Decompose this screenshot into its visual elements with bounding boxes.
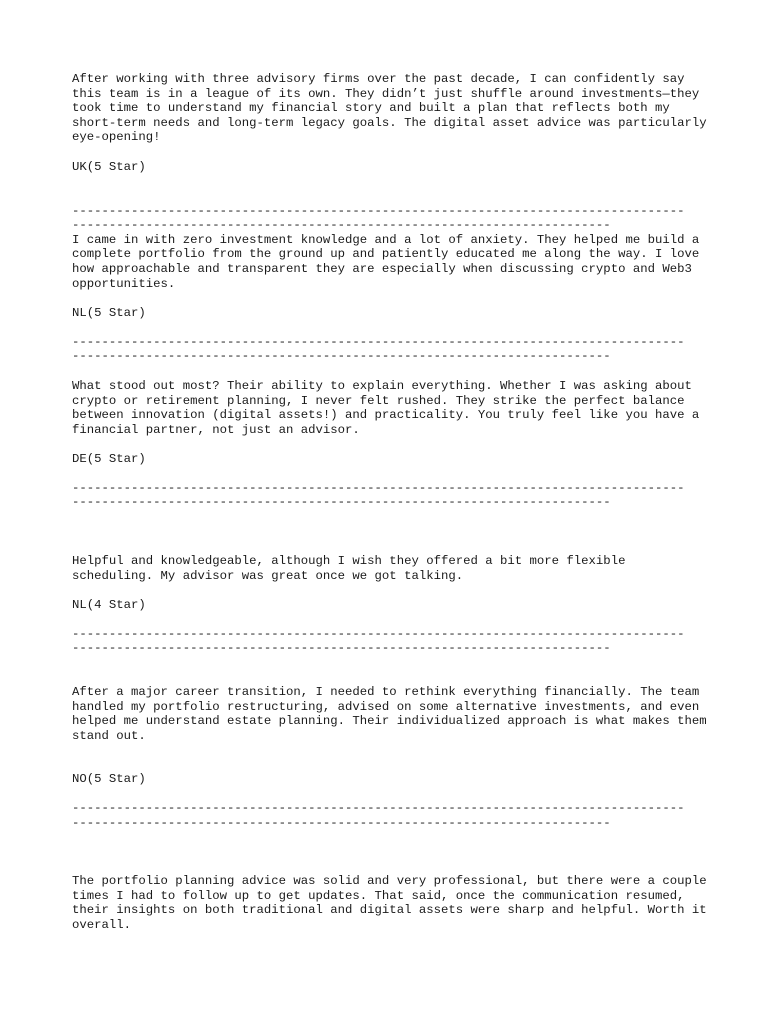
review-3: [72, 379, 712, 467]
review-6: [72, 874, 712, 932]
review-text: After working with three advisory firms over the past decade, I can confidently say this team is in a league of its own. They didn’t just shuffle around investments—they took time to understand my financial story and built a plan that reflects both my short-term needs and long-term legacy goals. The digital asset advice was particularly eye-opening!: [72, 72, 707, 145]
separator: [72, 481, 712, 510]
separator-line: -----------------------------------------------------------------------------------: [72, 334, 685, 349]
review-rating: NO(5 Star): [72, 772, 146, 787]
separator-line: -----------------------------------------------------------------------------------: [72, 626, 685, 641]
review-rating: DE(5 Star): [72, 452, 146, 467]
review-5: [72, 685, 712, 787]
separator: [72, 627, 712, 656]
review-rating: UK(5 Star): [72, 159, 146, 174]
review-document: [72, 72, 712, 933]
review-text: What stood out most? Their ability to explain everything. Whether I was asking about crypto or retirement planning, I never felt rushed. They strike the perfect balance between innovation (digital assets!) and practicality. You truly feel like you have a financial partner, not just an advisor.: [72, 378, 700, 437]
review-text: Helpful and knowledgeable, although I wish they offered a bit more flexible scheduling. My advisor was great once we got talking.: [72, 554, 626, 583]
separator-line: -------------------------------------------------------------------------: [72, 815, 611, 830]
review-rating: NL(4 Star): [72, 598, 146, 613]
review-4: [72, 554, 712, 613]
review-2: [72, 233, 712, 321]
separator: [72, 335, 712, 364]
separator-line: -----------------------------------------------------------------------------------: [72, 480, 685, 495]
separator-line: -------------------------------------------------------------------------: [72, 218, 611, 233]
review-text: After a major career transition, I needed to rethink everything financially. The team handled my portfolio restructuring, advised on some alternative investments, and even helped me understand estate planning. Their individualized approach is what makes them stand out.: [72, 685, 707, 743]
review-1: [72, 72, 712, 175]
separator-line: -------------------------------------------------------------------------: [72, 349, 611, 364]
separator: [72, 204, 712, 233]
separator-line: -------------------------------------------------------------------------: [72, 495, 611, 510]
review-text: The portfolio planning advice was solid and very professional, but there were a couple times I had to follow up to get updates. That said, once the communication resumed, their insights on both traditional and digital assets were sharp and helpful. Worth it overall.: [72, 874, 707, 932]
separator-line: -----------------------------------------------------------------------------------: [72, 801, 685, 815]
separator: [72, 801, 712, 830]
review-rating: NL(5 Star): [72, 306, 146, 321]
separator-line: -----------------------------------------------------------------------------------: [72, 203, 685, 218]
review-text: I came in with zero investment knowledge and a lot of anxiety. They helped me build a complete portfolio from the ground up and patiently educated me along the way. I love how approachable and transparent they are especially when discussing crypto and Web3 opportunities.: [72, 232, 700, 291]
separator-line: -------------------------------------------------------------------------: [72, 641, 611, 656]
